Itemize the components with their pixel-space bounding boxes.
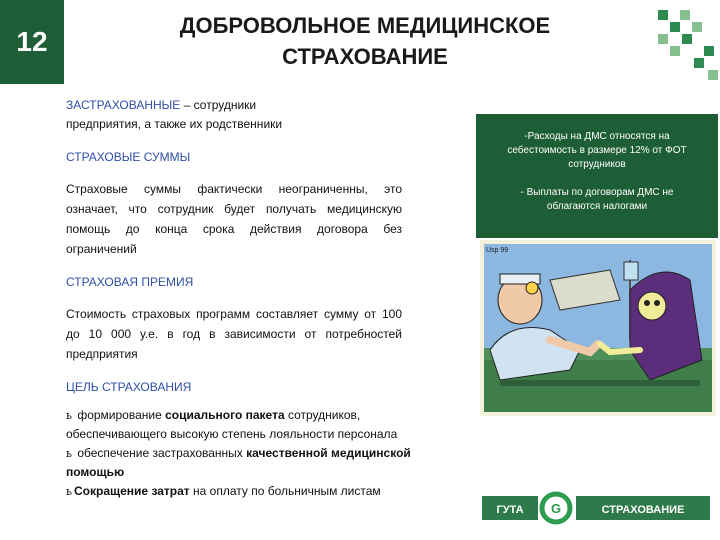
bullet-marker: ь xyxy=(66,447,72,460)
bullet-continuation: помощью xyxy=(66,465,125,479)
goal-bullets xyxy=(66,406,476,501)
pixel-pattern-decoration xyxy=(652,8,720,88)
cartoon-signature: Usp 99 xyxy=(486,247,509,254)
tax-note-1: -Расходы на ДМС относятся на себестоимость в размере 12% от ФОТ сотрудников xyxy=(507,131,687,170)
goal-heading: ЦЕЛЬ СТРАХОВАНИЯ xyxy=(66,380,192,394)
guta-logo xyxy=(482,488,712,528)
doctor-vs-death-cartoon xyxy=(480,240,716,416)
insured-text-2: предприятия, а также их родственники xyxy=(66,117,283,131)
bullet-marker: ь xyxy=(66,409,72,422)
bullet-text: на оплату по больничным листам xyxy=(189,484,381,498)
slide-number: 12 xyxy=(0,0,64,84)
insured-block xyxy=(66,96,402,134)
bullet-continuation: обеспечивающего высокую степень лояльности персонала xyxy=(66,427,398,441)
bullet-text: обеспечение застрахованных xyxy=(74,446,247,460)
bullet-text: формирование xyxy=(74,408,166,422)
bullet-bold: Сокращение затрат xyxy=(74,484,190,498)
logo-left-text: ГУТА xyxy=(496,504,524,516)
insured-text-1: – сотрудники xyxy=(180,98,257,112)
title-line-1: ДОБРОВОЛЬНОЕ МЕДИЦИНСКОЕ xyxy=(179,13,551,38)
bullet-text: сотрудников, xyxy=(284,408,361,422)
tax-note-box xyxy=(476,114,718,238)
logo-right-text: СТРАХОВАНИЕ xyxy=(601,504,685,516)
tax-note-2: - Выплаты по договорам ДМС не облагаются налогами xyxy=(520,187,674,212)
sums-heading: СТРАХОВЫЕ СУММЫ xyxy=(66,150,191,164)
sums-text: Страховые суммы фактически неограниченны, это означает, что сотрудник будет получать медицинскую помощь до конца срока действия договора без ограничений xyxy=(66,182,402,256)
logo-mark: G xyxy=(550,501,562,516)
bullet-marker: ь xyxy=(66,485,72,498)
list-item xyxy=(66,482,476,501)
list-item xyxy=(66,444,476,463)
premium-heading: СТРАХОВАЯ ПРЕМИЯ xyxy=(66,275,194,289)
premium-text: Стоимость страховых программ составляет сумму от 100 до 10 000 у.е. в год в зависимости от потребностей предприятия xyxy=(66,307,402,361)
page-title xyxy=(100,10,630,72)
list-item xyxy=(66,406,476,425)
bullet-bold: качественной медицинской xyxy=(246,446,411,460)
left-text-column xyxy=(66,96,402,397)
bullet-bold: социального пакета xyxy=(165,408,285,422)
title-line-2: СТРАХОВАНИЕ xyxy=(282,44,448,69)
insured-heading: ЗАСТРАХОВАННЫЕ xyxy=(66,98,181,112)
